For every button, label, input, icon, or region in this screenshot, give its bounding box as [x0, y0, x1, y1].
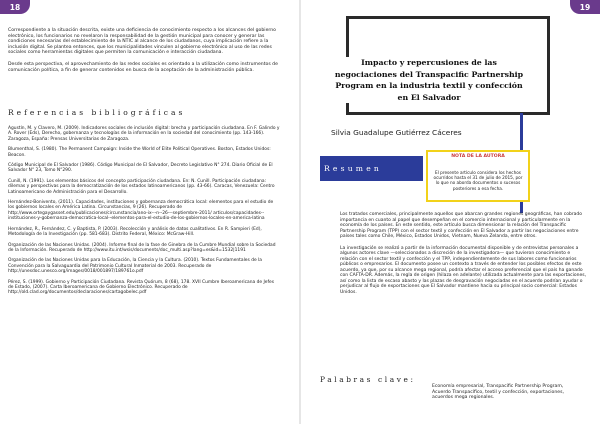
author-note-title: NOTA DE LA AUTORA	[451, 154, 505, 159]
keywords-heading: Palabras clave:	[320, 375, 416, 384]
left-paragraph: Correspondiente a la situación descrita, existe una deficiencia de conocimiento respecto a los alcances del gobierno electrónico, los funcionarios no revelaron la responsabilidad de la gestión municipal para conocer y generar las condiciones necesarias del establecimiento de la NTIC al alcance de los ciudadanos, cuya implicación refiere a la inclusión digital. Se plantea entonces, que los municipalidades vinculen al gobierno electrónico al uso de las redes sociales como herramientas digitales que permiten la comunicación e interacción ciudadana.	[8, 28, 276, 56]
reference-item: Organización de las Naciones Unidas. (2004). Informe final de la fase de Ginebra de la Cumbre Mundial sobre la Sociedad de la Información. Recuperado de http://www.itu.int/wsis/documents/doc_multi.asp?lang=es&id=1532|1191	[8, 242, 276, 253]
abstract-paragraph: La investigación se realizó a partir de la información documental disponible y de entrevistas personales a algunos actores clave —seleccionados a discreción de la investigadora— que tuvieron conocimiento e relación con el sector textil y confección y el TPP, independientemente de sus labores como funcionarios públicos o empresarios. El documento posee un contexto a través de entender los posibles efectos de este acuerdo, ya que, por su alcance mega regional, podría afectar el acceso preferencial que el país ha ganado con CAFTA-DR. Además, la regla de origen (hilaza en adelante) utilizada actualmente para las exportaciones, así como la lista de escaso abasto y las plazas de desgravación negociadas en el acuerdo podrían ayudar o perjudicar al flujo de exportaciones que El Salvador mantiene hacia su principal socio comercial: Estados Unidos.	[340, 245, 586, 295]
keywords-text: Economía empresarial, Transpacific Partnership Program, Acuerdo Transpacífico, textil y confección, exportaciones, acuerdos mega regionales.	[432, 384, 564, 401]
reference-item: Cunill, N. (1991). Los elementos básicos del concepto participación ciudadana. En: N. Cunill. Participación ciudadana: dilemas y perspectivas para la democratización de los estados latinoamericanos (pp. 43-66). Caracas, Venezuela: Centro Latinoamericano de Administración para el Desarrollo.	[8, 178, 275, 195]
reference-item: Hernández-Bonivento, (2011). Capacidades, instituciones y gobernanza democrática local: elementos para el estudio de los gobiernos locales en América Latina. Circunstancias, 9 (26). Recuperado de http://www.ortegaygasset.edu/publicaciones/circunstancia/ano-ix---n--26---septiembre-2011/ articulos/capacidades--instituciones-y-gobernanza-democratica-local--elementos-para-el-estudio-de-los-gobiernos-locales-en-america-latina	[8, 200, 274, 222]
reference-item: Hernández, R., Fernández, C. y Baptista, P. (2003). Recolección y análisis de datos cualitativos. En R. Sampieri (Ed), Metodología de la Investigación (pp. 581-683). Distrito Federal, México: McGraw-Hill.	[8, 226, 262, 238]
references-list	[8, 126, 280, 301]
reference-item: Código Municipal de El Salvador (1986). Código Municipal de El Salvador, Decreto Legislativo N° 274. Diario Oficial de El Salvador N° 23, Tomo N°290.	[8, 163, 273, 174]
abstract-paragraph: Los tratados comerciales, principalmente aquellos que abarcan grandes regiones geográficas, han cobrado importancia en cuanto al papel que desempeñan en el comercio internacional y particularmente en la economía de los países. En este sentido, este artículo busca dimensionar la relación del Transpacific Partnership Program (TPP) con el sector textil y confección en El Salvador a partir las negociaciones entre países tales como Chile, México, Estados Unidos, Vietnam, Nueva Zelanda, entre otros.	[340, 212, 583, 239]
reference-item: Agustín, M. y Clavero, M. (2009). Indicadores sociales de inclusión digital: brecha y participación ciudadana. En F. Galindo y A. Rover (Eds), Derecho, gobernanza y tecnologías de la información en la sociedad del conocimiento (pp. 143-166). Zaragoza, España: Prensas Universitarias de Zaragoza.	[8, 126, 280, 142]
author-note-box	[426, 150, 530, 202]
references-heading: Referencias bibliográficas	[8, 108, 186, 117]
reference-item: Pérez, S. (1999). Gobierno y Participación Ciudadana. Revista Quórum, 8 (68), 178. XVII Cumbre Iberoamericana de Jefes de Estado, (2007). Carta Iberoamericana de Gobierno Electrónico. Recuperado de http://old.clad.org/documentos/declaraciones/cartagobelec.pdf	[8, 279, 275, 296]
reference-item: Blumenthal, S. (1980). The Permanent Campaign: Inside the World of Elite Political Operatives. Boston, Estados Unidos: Beacon.	[8, 147, 271, 158]
reference-item: Organización de las Naciones Unidas para la Educación, la Ciencia y la Cultura. (2010). Textos Fundamentales de la Convención para la Salvaguardia del Patrimonio Cultural Inmaterial de 2003. Recuperado de http://unesdoc.unesco.org/images/0018/001897/189761o.pdf	[8, 258, 262, 275]
article-author: Silvia Guadalupe Gutiérrez Cáceres	[331, 128, 462, 137]
page-number-left: 18	[0, 0, 30, 14]
abstract-body	[340, 212, 586, 301]
article-title: Impacto y repercusiones de las negociaciones del Transpacific Partnership Program en la industria textil y confección en El Salvador	[330, 57, 528, 103]
left-paragraph: Desde esta perspectiva, el aprovechamiento de las redes sociales es orientado a la utilización como instrumentos de comunicación política, a fin de generar contenidos en busca de la aceptación de la administración pública.	[8, 61, 278, 73]
author-note-text: El presente artículo considera los hechos ocurridos hasta el 31 de julio de 2015, por lo que no aborda documentos o sucesos posteriores a esa fecha.	[433, 170, 523, 191]
page-number-right: 19	[570, 0, 600, 14]
resumen-label: Resumen	[320, 156, 423, 181]
left-body	[8, 28, 278, 79]
